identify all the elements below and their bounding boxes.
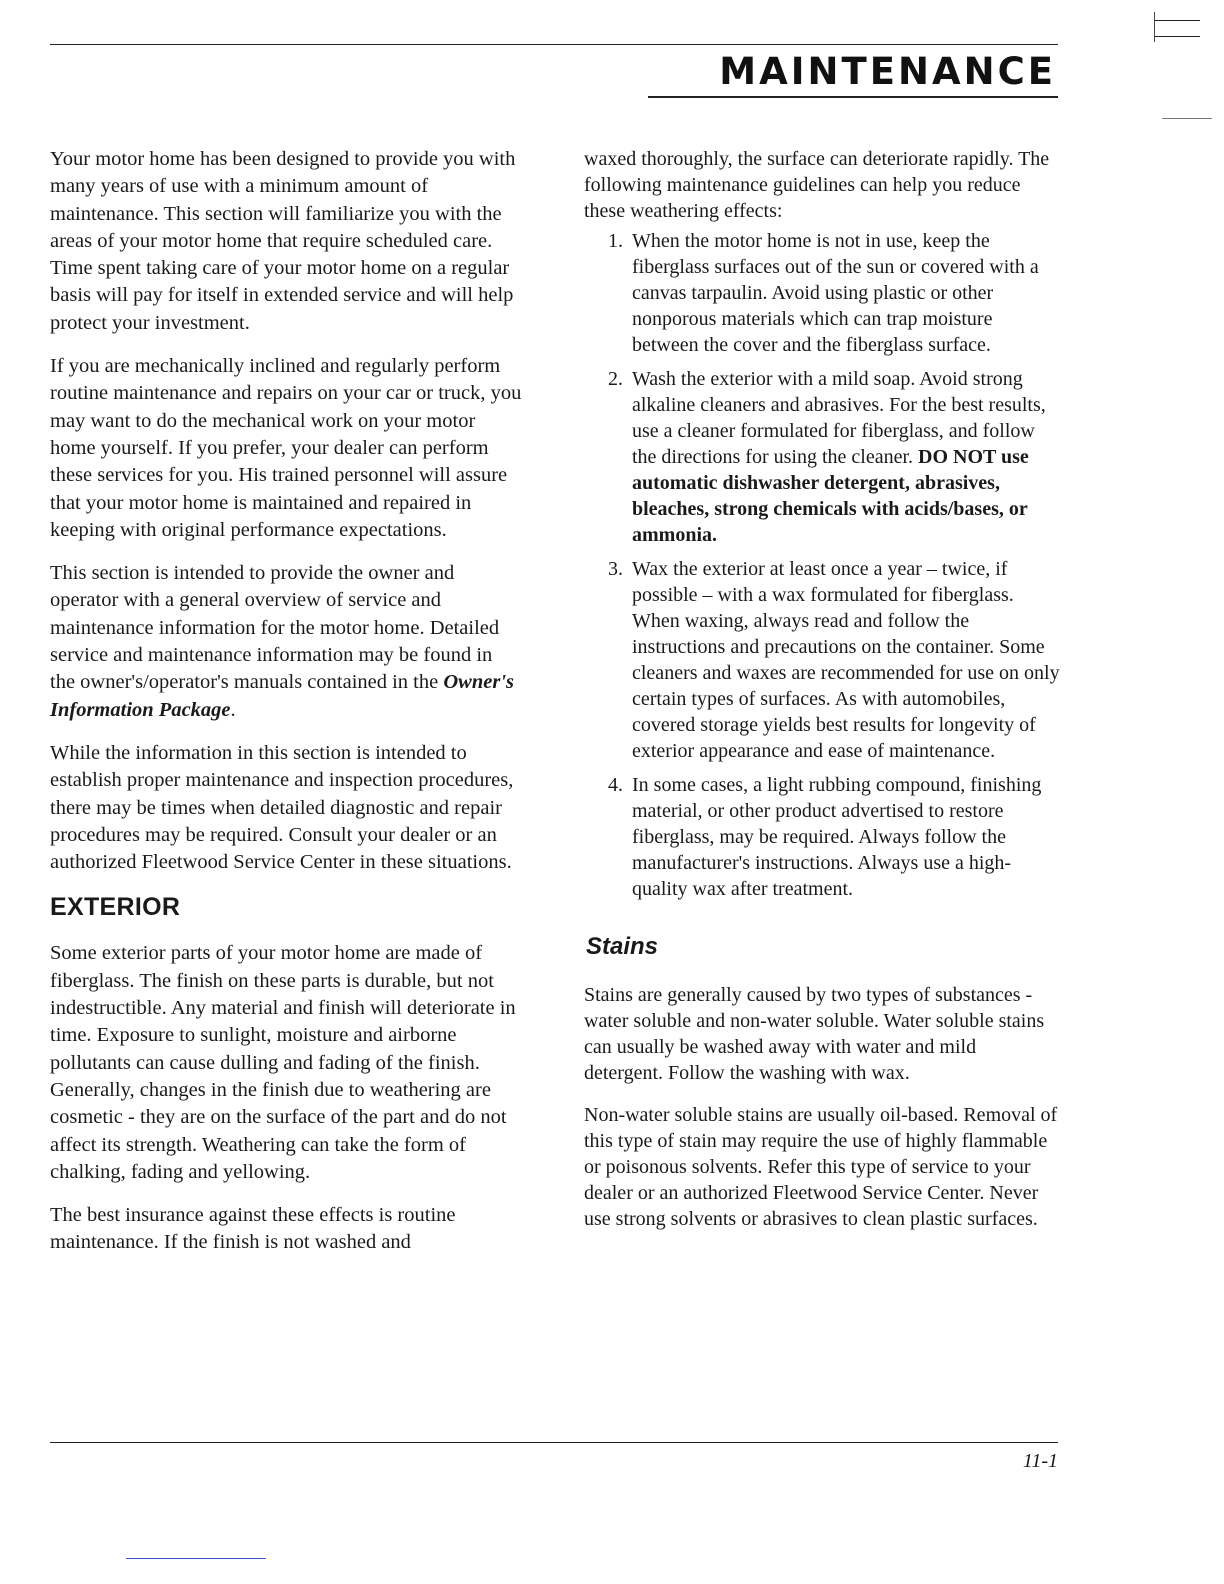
guideline-number: 4.	[608, 774, 623, 796]
guideline-item	[584, 228, 1060, 358]
guideline-text: When the motor home is not in use, keep the fiberglass surfaces out of the sun or covered with a canvas tarpaulin. Avoid using plastic or other nonporous materials which can trap moisture between the cover and the fiberglass surface.	[632, 230, 1039, 356]
page-title: MAINTENANCE	[719, 50, 1056, 93]
guideline-text: In some cases, a light rubbing compound, finishing material, or other product advertised to restore fiberglass, may be required. Always follow the manufacturer's instructions. Always use a high-quality wax after treatment.	[632, 774, 1042, 900]
exterior-heading: EXTERIOR	[50, 893, 181, 922]
overview-paragraph	[50, 560, 522, 724]
corner-mark	[1162, 118, 1212, 119]
overview-text: This section is intended to provide the owner and operator with a general overview of service and maintenance information for the motor home. Detailed service and maintenance information may be found in the owner's/operator's manuals contained in the	[50, 562, 500, 694]
owners-information-package-reference: Owner's Information Package	[50, 671, 514, 721]
guideline-text: Wash the exterior with a mild soap. Avoid strong alkaline cleaners and abrasives. For the best results, use a cleaner formulated for fiberglass, and follow the directions for using the cleaner.	[632, 368, 1046, 468]
intro-paragraph: Your motor home has been designed to provide you with many years of use with a minimum amount of maintenance. This section will familiarize you with the areas of your motor home that require scheduled care. Time spent taking care of your motor home on a regular basis will pay for itself in extended service and will help protect your investment.	[50, 148, 516, 334]
stains-heading: Stains	[586, 933, 659, 960]
guideline-number: 3.	[608, 558, 623, 580]
exterior-paragraph: Some exterior parts of your motor home are made of fiberglass. The finish on these parts is durable, but not indestructible. Any material and finish will deteriorate in time. Exposure to sunlight, moisture and airborne pollutants can cause dulling and fading of the finish. Generally, changes in the finish due to weathering are cosmetic - they are on the surface of the part and do not affect its strength. Weathering can take the form of chalking, fading and yellowing.	[50, 942, 516, 1183]
right-column	[584, 146, 1060, 1248]
left-column	[50, 146, 522, 1273]
maintenance-guidelines-list	[584, 228, 1060, 902]
overview-text-end: .	[230, 698, 236, 721]
top-rule	[50, 44, 1058, 45]
header-underline	[648, 96, 1058, 98]
corner-mark	[1154, 12, 1155, 42]
guideline-item	[584, 556, 1060, 764]
corner-mark	[1154, 36, 1200, 37]
guideline-item	[584, 366, 1060, 548]
guideline-number: 2.	[608, 368, 623, 390]
exterior-paragraph: The best insurance against these effects is routine maintenance. If the finish is not washed and	[50, 1204, 456, 1254]
stains-paragraph: Non-water soluble stains are usually oil-based. Removal of this type of stain may require the use of highly flammable or poisonous solvents. Refer this type of service to your dealer or an authorized Fleetwood Service Center. Never use strong solvents or abrasives to clean plastic surfaces.	[584, 1104, 1058, 1230]
warning-text: DO NOT use automatic dishwasher detergent, abrasives, bleaches, strong chemicals with acids/bases, or ammonia.	[632, 446, 1029, 546]
stains-paragraph: Stains are generally caused by two types of substances - water soluble and non-water soluble. Water soluble stains can usually be washed away with water and mild detergent. Follow the washing with wax.	[584, 984, 1045, 1084]
guideline-text: Wax the exterior at least once a year – twice, if possible – with a wax formulated for fiberglass. When waxing, always read and follow the instructions and precautions on the container. Some cleaners and waxes are recommended for use on only certain types of surfaces. As with automobiles, covered storage yields best results for longevity of exterior appearance and ease of maintenance.	[632, 558, 1060, 762]
continuation-paragraph: waxed thoroughly, the surface can deteriorate rapidly. The following maintenance guidelines can help you reduce these weathering effects:	[584, 148, 1050, 222]
page-number: 11-1	[1022, 1450, 1058, 1472]
closing-paragraph: While the information in this section is intended to establish proper maintenance and inspection procedures, there may be times when detailed diagnostic and repair procedures may be required. Consult your dealer or an authorized Fleetwood Service Center in these situations.	[50, 741, 514, 874]
scan-artifact-line	[126, 1558, 266, 1559]
intro-paragraph: If you are mechanically inclined and regularly perform routine maintenance and repairs on your car or truck, you may want to do the mechanical work on your motor home yourself. If you prefer, your dealer can perform these services for you. His trained personnel will assure that your motor home is maintained and repaired in keeping with original performance expectations.	[50, 355, 522, 541]
bottom-rule	[50, 1442, 1058, 1443]
guideline-number: 1.	[608, 230, 623, 252]
corner-mark	[1154, 20, 1200, 21]
guideline-item	[584, 772, 1060, 902]
